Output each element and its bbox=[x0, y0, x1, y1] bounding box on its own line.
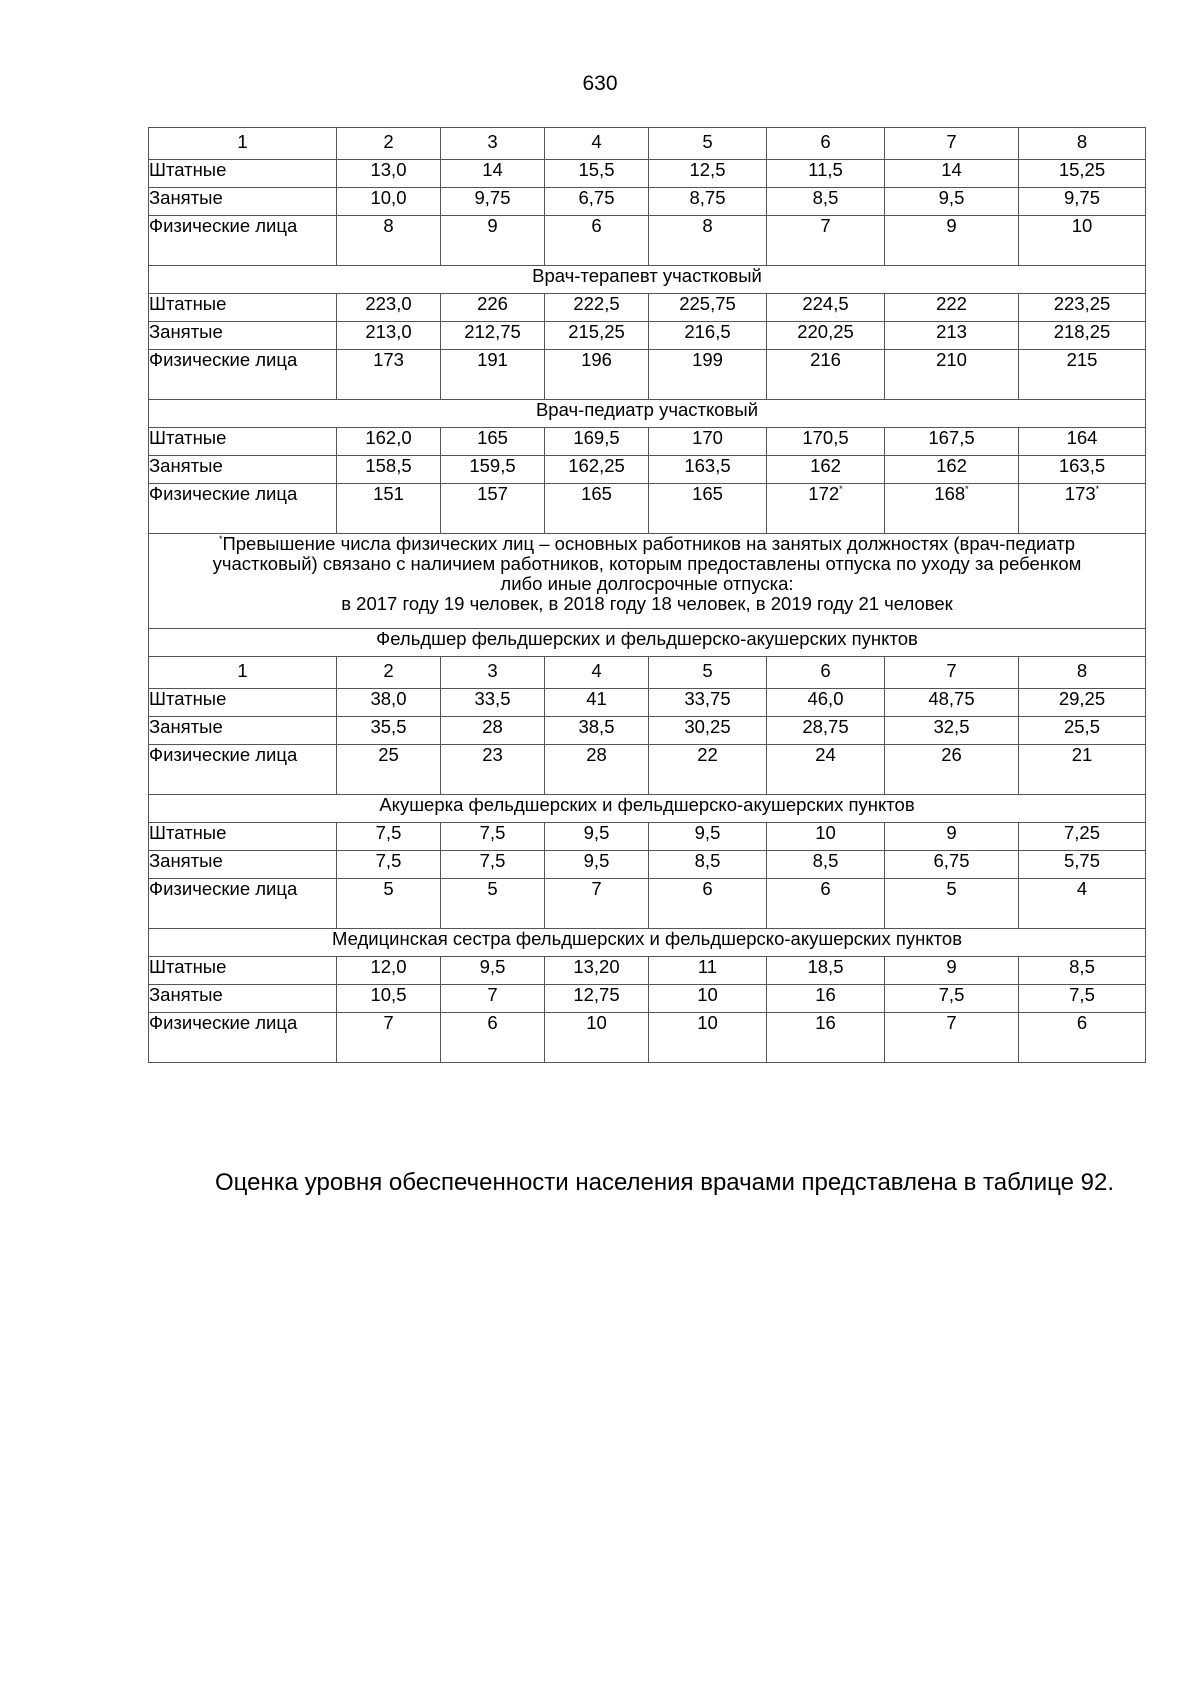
cell-value: 165 bbox=[649, 484, 767, 534]
cell-value: 173 bbox=[337, 350, 441, 400]
cell-value: 7 bbox=[441, 985, 545, 1013]
cell-value: 12,75 bbox=[545, 985, 649, 1013]
cell-value: 9,5 bbox=[885, 188, 1019, 216]
footnote bbox=[149, 534, 1146, 629]
column-number: 2 bbox=[337, 657, 441, 689]
cell-number: 168 bbox=[934, 483, 966, 504]
cell-value: 5 bbox=[441, 879, 545, 929]
cell-value: 33,75 bbox=[649, 689, 767, 717]
cell-value: 218,25 bbox=[1019, 322, 1146, 350]
cell-value: 226 bbox=[441, 294, 545, 322]
cell-value: 15,25 bbox=[1019, 160, 1146, 188]
row-label: Штатные bbox=[149, 823, 337, 851]
table-row bbox=[149, 957, 1146, 985]
cell-value: 215 bbox=[1019, 350, 1146, 400]
cell-value: 11,5 bbox=[767, 160, 885, 188]
footnote-marker: * bbox=[965, 484, 969, 494]
cell-value: 30,25 bbox=[649, 717, 767, 745]
cell-value: 212,75 bbox=[441, 322, 545, 350]
cell-value: 162 bbox=[767, 456, 885, 484]
cell-value: 222 bbox=[885, 294, 1019, 322]
cell-value: 165 bbox=[545, 484, 649, 534]
cell-value: 10 bbox=[1019, 216, 1146, 266]
section-title-therapist: Врач-терапевт участковый bbox=[149, 266, 1146, 294]
cell-value bbox=[1019, 484, 1146, 534]
cell-value: 10,5 bbox=[337, 985, 441, 1013]
cell-value: 10 bbox=[767, 823, 885, 851]
cell-value: 7,5 bbox=[1019, 985, 1146, 1013]
table-row bbox=[149, 879, 1146, 929]
column-number: 3 bbox=[441, 657, 545, 689]
cell-value: 18,5 bbox=[767, 957, 885, 985]
footnote-line: либо иные долгосрочные отпуска: bbox=[500, 573, 794, 594]
cell-value: 163,5 bbox=[1019, 456, 1146, 484]
cell-value: 11 bbox=[649, 957, 767, 985]
column-number: 7 bbox=[885, 657, 1019, 689]
cell-value: 215,25 bbox=[545, 322, 649, 350]
cell-value bbox=[885, 484, 1019, 534]
column-number: 5 bbox=[649, 657, 767, 689]
cell-value: 25 bbox=[337, 745, 441, 795]
cell-value: 223,25 bbox=[1019, 294, 1146, 322]
cell-value: 9 bbox=[885, 957, 1019, 985]
row-label: Занятые bbox=[149, 322, 337, 350]
cell-value: 7,5 bbox=[337, 851, 441, 879]
table-row bbox=[149, 689, 1146, 717]
cell-value: 9 bbox=[885, 216, 1019, 266]
cell-value: 199 bbox=[649, 350, 767, 400]
section-title-row bbox=[149, 266, 1146, 294]
row-label: Штатные bbox=[149, 428, 337, 456]
row-label: Занятые bbox=[149, 717, 337, 745]
cell-value: 9 bbox=[885, 823, 1019, 851]
paragraph-text: Оценка уровня обеспеченности населения врачами представлена в таблице 92. bbox=[215, 1169, 1115, 1196]
cell-value: 33,5 bbox=[441, 689, 545, 717]
cell-value: 14 bbox=[441, 160, 545, 188]
cell-value: 10 bbox=[545, 1013, 649, 1063]
cell-value: 8,5 bbox=[767, 851, 885, 879]
cell-value: 38,0 bbox=[337, 689, 441, 717]
row-label: Штатные bbox=[149, 957, 337, 985]
cell-value: 162,25 bbox=[545, 456, 649, 484]
page-number: 630 bbox=[582, 72, 618, 95]
row-label: Физические лица bbox=[149, 484, 337, 534]
cell-value: 9,75 bbox=[441, 188, 545, 216]
cell-value: 7,5 bbox=[441, 823, 545, 851]
cell-value: 13,20 bbox=[545, 957, 649, 985]
footnote-line: в 2017 году 19 человек, в 2018 году 18 человек, в 2019 году 21 человек bbox=[341, 593, 953, 614]
column-number: 6 bbox=[767, 657, 885, 689]
cell-value: 14 bbox=[885, 160, 1019, 188]
column-number: 4 bbox=[545, 128, 649, 160]
cell-value: 220,25 bbox=[767, 322, 885, 350]
cell-value: 22 bbox=[649, 745, 767, 795]
cell-value: 6 bbox=[767, 879, 885, 929]
cell-value: 6 bbox=[1019, 1013, 1146, 1063]
cell-value: 24 bbox=[767, 745, 885, 795]
table-row bbox=[149, 745, 1146, 795]
footnote-marker: * bbox=[1095, 484, 1100, 494]
cell-value: 38,5 bbox=[545, 717, 649, 745]
cell-value: 169,5 bbox=[545, 428, 649, 456]
cell-value: 196 bbox=[545, 350, 649, 400]
cell-value: 5 bbox=[337, 879, 441, 929]
footnote-line bbox=[149, 534, 1145, 554]
cell-value: 165 bbox=[441, 428, 545, 456]
cell-value: 41 bbox=[545, 689, 649, 717]
column-number-row bbox=[149, 657, 1146, 689]
row-label: Занятые bbox=[149, 188, 337, 216]
staff-table bbox=[148, 127, 1146, 1063]
row-label: Физические лица bbox=[149, 216, 337, 266]
cell-value bbox=[767, 484, 885, 534]
column-number-row bbox=[149, 128, 1146, 160]
cell-value: 28 bbox=[545, 745, 649, 795]
cell-value: 8,5 bbox=[649, 851, 767, 879]
cell-value: 6 bbox=[545, 216, 649, 266]
column-number: 4 bbox=[545, 657, 649, 689]
cell-value: 25,5 bbox=[1019, 717, 1146, 745]
cell-value: 26 bbox=[885, 745, 1019, 795]
cell-value: 224,5 bbox=[767, 294, 885, 322]
table-row bbox=[149, 216, 1146, 266]
cell-value: 151 bbox=[337, 484, 441, 534]
column-number: 8 bbox=[1019, 128, 1146, 160]
section-title-midwife: Акушерка фельдшерских и фельдшерско-акушерских пунктов bbox=[149, 795, 1146, 823]
cell-value: 48,75 bbox=[885, 689, 1019, 717]
column-number: 2 bbox=[337, 128, 441, 160]
cell-value: 15,5 bbox=[545, 160, 649, 188]
section-title-nurse: Медицинская сестра фельдшерских и фельдшерско-акушерских пунктов bbox=[149, 929, 1146, 957]
cell-value: 9,5 bbox=[649, 823, 767, 851]
cell-value: 4 bbox=[1019, 879, 1146, 929]
footnote-text: Превышение числа физических лиц – основных работников на занятых должностях (врач-педиатр bbox=[222, 533, 1076, 554]
section-title-row bbox=[149, 629, 1146, 657]
cell-value: 7,5 bbox=[337, 823, 441, 851]
footnote-line: участковый) связано с наличием работников, которым предоставлены отпуска по уходу за ребенком bbox=[212, 553, 1082, 574]
footnote-row bbox=[149, 534, 1146, 629]
cell-value: 162,0 bbox=[337, 428, 441, 456]
cell-value: 13,0 bbox=[337, 160, 441, 188]
cell-value: 170 bbox=[649, 428, 767, 456]
column-number: 6 bbox=[767, 128, 885, 160]
table-row bbox=[149, 188, 1146, 216]
cell-value: 10 bbox=[649, 985, 767, 1013]
table-row bbox=[149, 717, 1146, 745]
row-label: Штатные bbox=[149, 689, 337, 717]
column-number: 1 bbox=[149, 128, 337, 160]
cell-number: 173 bbox=[1064, 483, 1096, 504]
cell-value: 16 bbox=[767, 1013, 885, 1063]
table-row bbox=[149, 428, 1146, 456]
section-title-pediatrician: Врач-педиатр участковый bbox=[149, 400, 1146, 428]
cell-value: 32,5 bbox=[885, 717, 1019, 745]
cell-value: 167,5 bbox=[885, 428, 1019, 456]
footnote-marker: * bbox=[839, 484, 843, 494]
cell-value: 158,5 bbox=[337, 456, 441, 484]
cell-value: 6,75 bbox=[545, 188, 649, 216]
cell-value: 21 bbox=[1019, 745, 1146, 795]
section-title-row bbox=[149, 795, 1146, 823]
cell-value: 191 bbox=[441, 350, 545, 400]
cell-value: 12,0 bbox=[337, 957, 441, 985]
table-row bbox=[149, 985, 1146, 1013]
cell-value: 35,5 bbox=[337, 717, 441, 745]
row-label: Занятые bbox=[149, 851, 337, 879]
body-paragraph bbox=[143, 1167, 1145, 1198]
cell-value: 162 bbox=[885, 456, 1019, 484]
cell-value: 10,0 bbox=[337, 188, 441, 216]
cell-value: 225,75 bbox=[649, 294, 767, 322]
cell-value: 9 bbox=[441, 216, 545, 266]
cell-value: 8 bbox=[649, 216, 767, 266]
cell-value: 216 bbox=[767, 350, 885, 400]
row-label: Физические лица bbox=[149, 350, 337, 400]
table-row bbox=[149, 1013, 1146, 1063]
row-label: Штатные bbox=[149, 160, 337, 188]
cell-value: 6,75 bbox=[885, 851, 1019, 879]
cell-value: 6 bbox=[441, 1013, 545, 1063]
cell-value: 7,5 bbox=[441, 851, 545, 879]
table-row bbox=[149, 350, 1146, 400]
cell-value: 8,5 bbox=[1019, 957, 1146, 985]
row-label: Физические лица bbox=[149, 745, 337, 795]
cell-value: 7,5 bbox=[885, 985, 1019, 1013]
cell-value: 46,0 bbox=[767, 689, 885, 717]
row-label: Физические лица bbox=[149, 879, 337, 929]
cell-number: 172 bbox=[808, 483, 840, 504]
cell-value: 222,5 bbox=[545, 294, 649, 322]
table-row bbox=[149, 484, 1146, 534]
cell-value: 28 bbox=[441, 717, 545, 745]
cell-value: 9,5 bbox=[441, 957, 545, 985]
cell-value: 159,5 bbox=[441, 456, 545, 484]
column-number: 7 bbox=[885, 128, 1019, 160]
row-label: Физические лица bbox=[149, 1013, 337, 1063]
cell-value: 7 bbox=[885, 1013, 1019, 1063]
cell-value: 9,75 bbox=[1019, 188, 1146, 216]
cell-value: 164 bbox=[1019, 428, 1146, 456]
cell-value: 7 bbox=[337, 1013, 441, 1063]
column-number: 3 bbox=[441, 128, 545, 160]
column-number: 1 bbox=[149, 657, 337, 689]
cell-value: 7 bbox=[767, 216, 885, 266]
cell-value: 213 bbox=[885, 322, 1019, 350]
column-number: 8 bbox=[1019, 657, 1146, 689]
row-label: Штатные bbox=[149, 294, 337, 322]
cell-value: 23 bbox=[441, 745, 545, 795]
section-title-row bbox=[149, 929, 1146, 957]
section-title-row bbox=[149, 400, 1146, 428]
row-label: Занятые bbox=[149, 456, 337, 484]
cell-value: 7 bbox=[545, 879, 649, 929]
cell-value: 6 bbox=[649, 879, 767, 929]
column-number: 5 bbox=[649, 128, 767, 160]
table-row bbox=[149, 823, 1146, 851]
table-row bbox=[149, 322, 1146, 350]
cell-value: 8 bbox=[337, 216, 441, 266]
cell-value: 10 bbox=[649, 1013, 767, 1063]
cell-value: 213,0 bbox=[337, 322, 441, 350]
cell-value: 8,75 bbox=[649, 188, 767, 216]
cell-value: 216,5 bbox=[649, 322, 767, 350]
cell-value: 223,0 bbox=[337, 294, 441, 322]
cell-value: 9,5 bbox=[545, 851, 649, 879]
cell-value: 12,5 bbox=[649, 160, 767, 188]
cell-value: 170,5 bbox=[767, 428, 885, 456]
cell-value: 16 bbox=[767, 985, 885, 1013]
table-row bbox=[149, 294, 1146, 322]
cell-value: 210 bbox=[885, 350, 1019, 400]
cell-value: 5 bbox=[885, 879, 1019, 929]
table-row bbox=[149, 456, 1146, 484]
cell-value: 28,75 bbox=[767, 717, 885, 745]
table-row bbox=[149, 851, 1146, 879]
cell-value: 29,25 bbox=[1019, 689, 1146, 717]
row-label: Занятые bbox=[149, 985, 337, 1013]
table-row bbox=[149, 160, 1146, 188]
cell-value: 8,5 bbox=[767, 188, 885, 216]
footnote-marker: * bbox=[218, 534, 223, 544]
cell-value: 163,5 bbox=[649, 456, 767, 484]
section-title-feldsher: Фельдшер фельдшерских и фельдшерско-акушерских пунктов bbox=[149, 629, 1146, 657]
cell-value: 5,75 bbox=[1019, 851, 1146, 879]
cell-value: 7,25 bbox=[1019, 823, 1146, 851]
cell-value: 9,5 bbox=[545, 823, 649, 851]
cell-value: 157 bbox=[441, 484, 545, 534]
